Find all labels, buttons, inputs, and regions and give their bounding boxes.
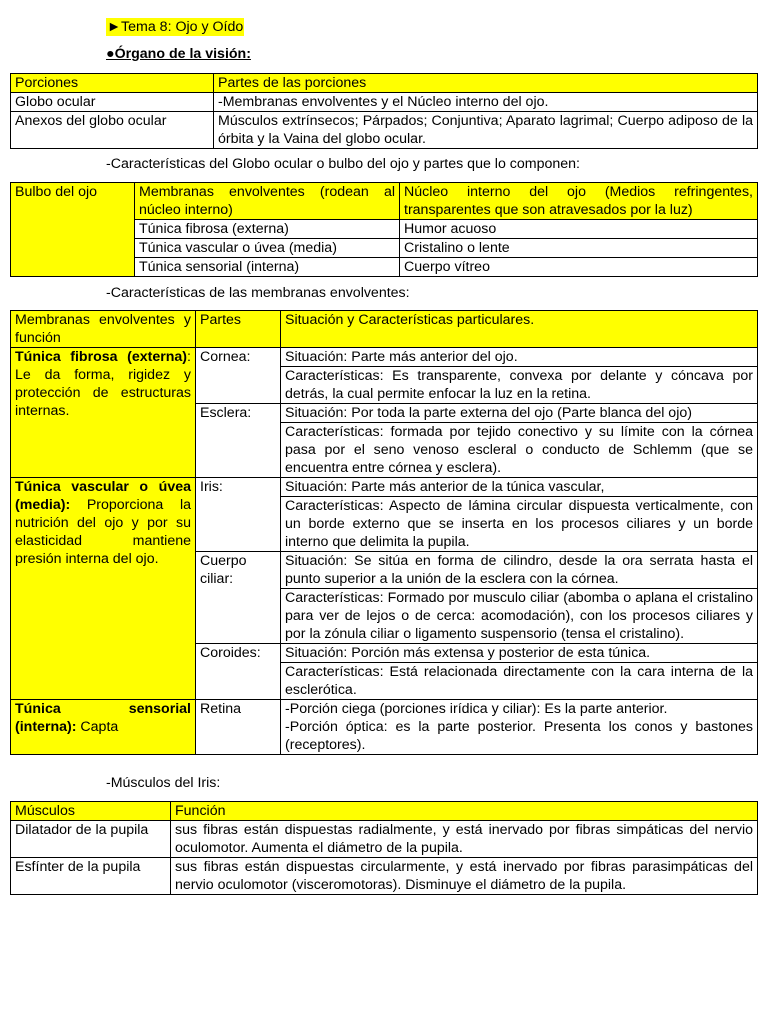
table-cell: Túnica fibrosa (externa) xyxy=(135,220,400,239)
table-cell: Situación: Porción más extensa y posterior de esta túnica. xyxy=(281,644,758,663)
table-cell: Cristalino o lente xyxy=(400,239,758,258)
table-cell: sus fibras están dispuestas circularmente, y está inervado por fibras parasimpáticas del nervio oculomotor (visceromotoras). Disminuye el diámetro de la pupila. xyxy=(171,858,758,895)
table-cell: Características: Formado por musculo ciliar (abomba o aplana el cristalino para ver de lejos o de cerca: acomodación), con los procesos ciliares y por la zónula ciliar o ligamento suspensorio (tensa el cristalino). xyxy=(281,589,758,644)
header-cell: Porciones xyxy=(11,74,214,93)
table-cell: Globo ocular xyxy=(11,93,214,112)
table-row xyxy=(11,112,758,149)
part-esclera: Esclera: xyxy=(196,404,281,478)
table-cell: Situación: Parte más anterior del ojo. xyxy=(281,348,758,367)
tunica-sensorial-title: Túnica sensorial (interna): xyxy=(15,701,191,735)
retina-line-2: -Porción óptica: es la parte posterior. Presenta los conos y bastones (receptores). xyxy=(285,719,753,753)
caption-musculos: -Músculos del Iris: xyxy=(106,775,221,791)
table-cell: Situación: Parte más anterior de la túnica vascular, xyxy=(281,478,758,497)
header-cell: Partes de las porciones xyxy=(214,74,758,93)
bulbo-table xyxy=(10,182,758,277)
table-row xyxy=(11,858,758,895)
table-row xyxy=(11,821,758,858)
table-cell: Características: Aspecto de lámina circular dispuesta verticalmente, con un borde externo que se inserta en los procesos ciliares y un borde interno que delimita la pupila. xyxy=(281,497,758,552)
part-cuerpo-ciliar: Cuerpo ciliar: xyxy=(196,552,281,644)
tunica-fibrosa-title: Túnica fibrosa (externa) xyxy=(15,349,188,365)
membranas-table xyxy=(10,310,758,755)
table-cell: Túnica sensorial (interna) xyxy=(135,258,400,277)
table-cell: Cuerpo vítreo xyxy=(400,258,758,277)
header-cell: Membranas envolventes (rodean al núcleo interno) xyxy=(135,183,400,220)
tunica-fibrosa-desc: : Le da forma, rigidez y protección de estructuras internas. xyxy=(15,349,191,419)
part-iris: Iris: xyxy=(196,478,281,552)
caption-membranas: -Características de las membranas envolventes: xyxy=(106,285,410,301)
header-cell: Membranas envolventes y función xyxy=(11,311,196,348)
retina-cell xyxy=(281,700,758,755)
header-cell: Núcleo interno del ojo (Medios refringentes, transparentes que son atravesados por la luz) xyxy=(400,183,758,220)
table-cell: Situación: Se sitúa en forma de cilindro, desde la ora serrata hasta el punto superior a la unión de la esclera con la córnea. xyxy=(281,552,758,589)
table-cell: Anexos del globo ocular xyxy=(11,112,214,149)
topic-title: ►Tema 8: Ojo y Oído xyxy=(107,19,244,35)
part-coroides: Coroides: xyxy=(196,644,281,700)
table-cell: Características: Es transparente, convexa por delante y cóncava por detrás, la cual permite enfocar la luz en la retina. xyxy=(281,367,758,404)
table-cell: Túnica vascular o úvea (media) xyxy=(135,239,400,258)
header-cell: Situación y Características particulares. xyxy=(281,311,758,348)
retina-line-1: -Porción ciega (porciones irídica y ciliar): Es la parte anterior. xyxy=(285,701,668,717)
table-cell: sus fibras están dispuestas radialmente, y está inervado por fibras simpáticas del nervio oculomotor. Aumenta el diámetro de la pupila. xyxy=(171,821,758,858)
table-cell: Dilatador de la pupila xyxy=(11,821,171,858)
table-cell: Esfínter de la pupila xyxy=(11,858,171,895)
table-cell: Humor acuoso xyxy=(400,220,758,239)
table-header-row xyxy=(11,74,758,93)
tunica-vascular-cell xyxy=(11,478,196,700)
porciones-table xyxy=(10,73,758,149)
bulbo-header-cell: Bulbo del ojo xyxy=(11,183,135,277)
table-cell: Características: Está relacionada directamente con la cara interna de la esclerótica. xyxy=(281,663,758,700)
table-cell: Situación: Por toda la parte externa del ojo (Parte blanca del ojo) xyxy=(281,404,758,423)
caption-globo: -Características del Globo ocular o bulbo del ojo y partes que lo componen: xyxy=(106,156,580,172)
tunica-fibrosa-cell xyxy=(11,348,196,478)
table-cell: Características: formada por tejido conectivo y su límite con la córnea pasa por el seno venoso escleral o conducto de Schlemm (que se encuentra entre córnea y esclera). xyxy=(281,423,758,478)
tunica-vascular-desc: Proporciona la nutrición del ojo y por su elasticidad mantiene presión interna del ojo. xyxy=(15,497,191,567)
header-cell: Función xyxy=(171,802,758,821)
header-cell: Músculos xyxy=(11,802,171,821)
tunica-sensorial-cell xyxy=(11,700,196,755)
table-row xyxy=(11,93,758,112)
table-cell: Músculos extrínsecos; Párpados; Conjuntiva; Aparato lagrimal; Cuerpo adiposo de la órbita y la Vaina del globo ocular. xyxy=(214,112,758,149)
organ-title: ●Órgano de la visión: xyxy=(106,46,251,62)
tunica-vascular-title: Túnica vascular o úvea (media): xyxy=(15,479,191,513)
musculos-table xyxy=(10,801,758,895)
part-cornea: Cornea: xyxy=(196,348,281,404)
table-header-row xyxy=(11,311,758,348)
tunica-sensorial-desc: Capta xyxy=(76,719,119,735)
table-cell: -Membranas envolventes y el Núcleo interno del ojo. xyxy=(214,93,758,112)
header-cell: Partes xyxy=(196,311,281,348)
part-retina: Retina xyxy=(196,700,281,755)
table-header-row xyxy=(11,802,758,821)
